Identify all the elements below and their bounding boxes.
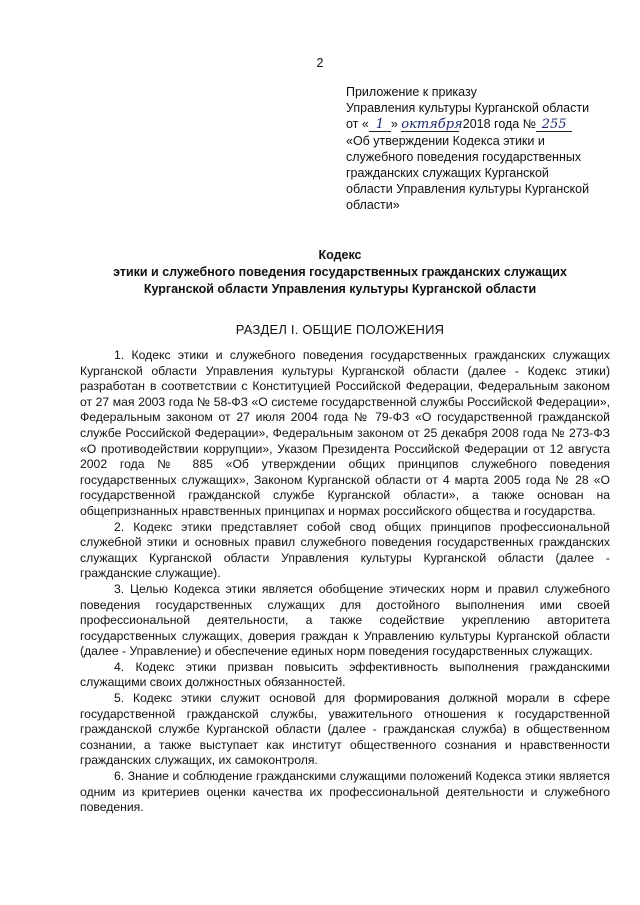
date-mid: » <box>390 117 398 132</box>
appendix-line-1: Приложение к приказу <box>346 85 477 99</box>
title-line-3: Курганской области Управления культуры Курганской области <box>143 282 537 296</box>
appendix-line-2: Управления культуры Курганской области <box>346 101 590 116</box>
handwritten-month: октября <box>401 117 463 133</box>
paragraph-4: 4. Кодекс этики призван повысить эффективность выполнения гражданскими служащими своих должностных обязанностей. <box>80 659 610 690</box>
title-line-1: Кодекс <box>318 248 362 262</box>
paragraph-2: 2. Кодекс этики представляет собой свод общих принципов профессиональной служебной этики и основных правил служебного поведения государственных гражданских служащих Курганской области Управления культуры Курганской области (далее - гражданские служащие). <box>80 519 610 581</box>
appendix-block <box>346 84 616 214</box>
date-prefix: от « <box>346 117 369 132</box>
appendix-date-line <box>346 116 616 132</box>
appendix-subject-line: «Об утверждении Кодекса этики и <box>346 133 545 148</box>
title-line-2: этики и служебного поведения государственных гражданских служащих <box>113 265 567 279</box>
appendix-subject-line: служебного поведения государственных <box>346 149 582 164</box>
appendix-subject-line: области» <box>346 198 400 213</box>
section-heading: РАЗДЕЛ I. ОБЩИЕ ПОЛОЖЕНИЯ <box>235 322 445 337</box>
page-number: 2 <box>316 56 324 70</box>
appendix-subject-line: гражданских служащих Курганской <box>346 166 549 181</box>
handwritten-order-number: 255 <box>536 118 572 132</box>
appendix-subject-line: области Управления культуры Курганской <box>346 182 590 197</box>
date-year: 2018 года № <box>462 117 537 132</box>
document-title <box>70 247 610 298</box>
paragraph-6: 6. Знание и соблюдение гражданскими служащими положений Кодекса этики является одним из критериев оценки качества их профессиональной деятельности и служебного поведения. <box>80 769 610 815</box>
paragraph-1: 1. Кодекс этики и служебного поведения государственных гражданских служащих Курганской области Управления культуры Курганской области (далее - Кодекс этики) разработан в соответствии с Конституцией Российской Федерации, Федеральным законом от 27 мая 2003 года № 58-ФЗ «О системе государственной службы Российской Федерации», Федеральным законом от 27 июля 2004 года № 79-ФЗ «О государственной гражданской службе Российской Федерации», Федеральным законом от 25 декабря 2008 года № 273-ФЗ «О противодействии коррупции», Указом Президента Российской Федерации от 12 августа 2002 года № 885 «Об утверждении общих принципов служебного поведения государственных служащих», Законом Курганской области от 4 марта 2005 года № 28 «О государственной гражданской службе Курганской области», а также основан на общепризнанных нравственных принципах и нормах российского общества и государства. <box>80 348 610 518</box>
handwritten-day: 1 <box>369 118 391 132</box>
paragraph-3: 3. Целью Кодекса этики является обобщение этических норм и правил служебного поведения государственных служащих для достойного выполнения ими своей профессиональной деятельности, а также содействие укреплению авторитета государственных служащих, доверия граждан к Управлению культуры Курганской области (далее - Управление) и обеспечение единых норм поведения государственных служащих. <box>80 581 610 659</box>
document-body <box>80 348 610 816</box>
paragraph-5: 5. Кодекс этики служит основой для формирования должной морали в сфере государственной гражданской службы, уважительного отношения к государственной гражданской службе Курганской области (далее - гражданская служба) в общественном сознании, а также выступает как институт общественного сознания и нравственности гражданских служащих, их самоконтроля. <box>80 691 610 768</box>
